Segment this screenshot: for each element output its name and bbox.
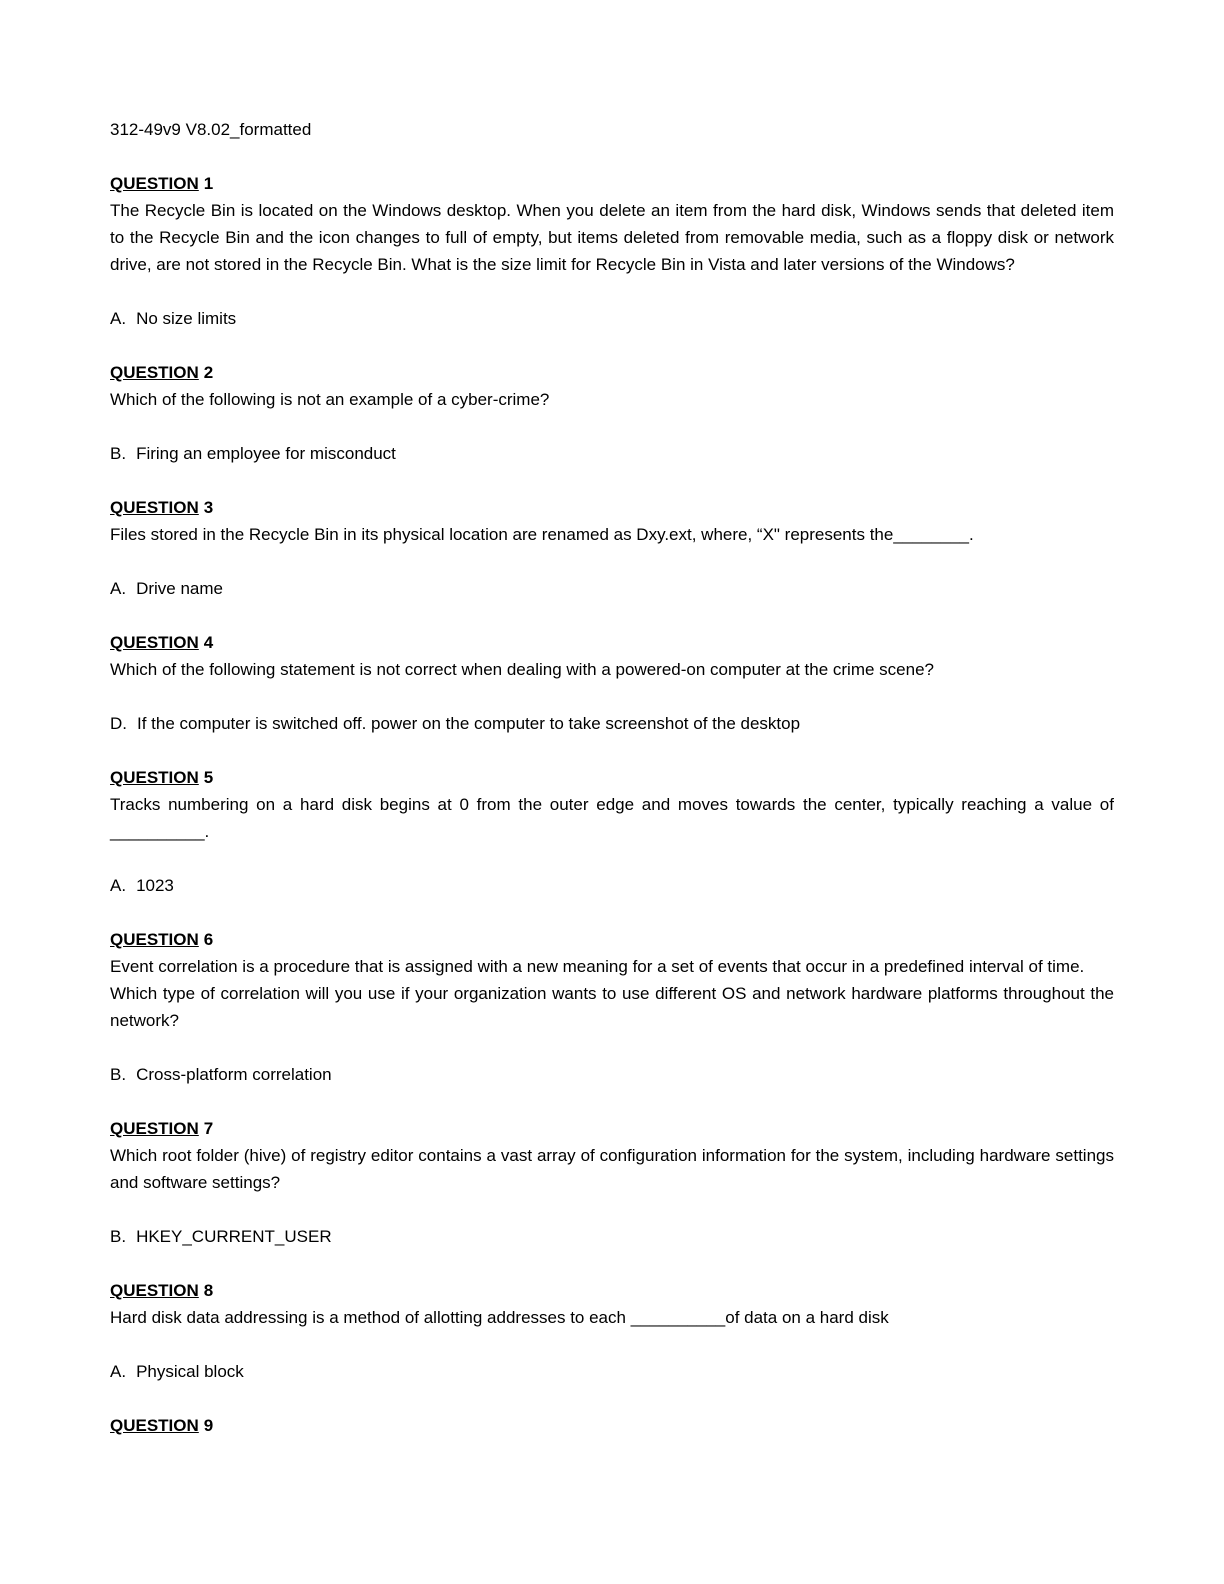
question-block: [110, 1115, 1114, 1250]
question-block: [110, 359, 1114, 467]
answer-line: [110, 872, 1114, 899]
answer-line: [110, 575, 1114, 602]
question-text: Files stored in the Recycle Bin in its physical location are renamed as Dxy.ext, where, “X" represents the________.: [110, 525, 974, 544]
question-block: [110, 1412, 1114, 1439]
question-number: 2: [203, 363, 214, 382]
answer-text: Firing an employee for misconduct: [136, 444, 396, 463]
question-heading: [110, 764, 1114, 791]
question-block: [110, 494, 1114, 602]
answer-line: [110, 1358, 1114, 1385]
answer-letter: A.: [110, 309, 127, 328]
answer-letter: B.: [110, 1227, 127, 1246]
question-heading: [110, 494, 1114, 521]
answer-letter: B.: [110, 1065, 127, 1084]
question-number: 1: [203, 174, 214, 193]
answer-text: 1023: [136, 876, 174, 895]
question-block: [110, 170, 1114, 332]
document-title: 312-49v9 V8.02_formatted: [110, 120, 312, 139]
answer-text: If the computer is switched off. power on the computer to take screenshot of the desktop: [137, 714, 801, 733]
question-number: 3: [203, 498, 214, 517]
answer-text: HKEY_CURRENT_USER: [136, 1227, 332, 1246]
question-label: QUESTION: [110, 930, 199, 949]
answer-line: [110, 1061, 1114, 1088]
answer-text: No size limits: [136, 309, 237, 328]
question-text: Which root folder (hive) of registry editor contains a vast array of configuration information for the system, including hardware settings and software settings?: [110, 1146, 1114, 1192]
answer-letter: A.: [110, 1362, 127, 1381]
question-label: QUESTION: [110, 633, 199, 652]
question-label: QUESTION: [110, 363, 199, 382]
question-heading: [110, 170, 1114, 197]
answer-text: Drive name: [136, 579, 223, 598]
answer-letter: A.: [110, 876, 127, 895]
question-label: QUESTION: [110, 768, 199, 787]
question-label: QUESTION: [110, 1416, 199, 1435]
answer-line: [110, 710, 1114, 737]
question-text: Hard disk data addressing is a method of allotting addresses to each __________of data on a hard disk: [110, 1308, 889, 1327]
answer-line: [110, 305, 1114, 332]
question-heading: [110, 1115, 1114, 1142]
question-heading: [110, 926, 1114, 953]
question-number: 8: [203, 1281, 214, 1300]
answer-text: Cross-platform correlation: [136, 1065, 332, 1084]
question-label: QUESTION: [110, 174, 199, 193]
answer-text: Physical block: [136, 1362, 244, 1381]
question-heading: [110, 359, 1114, 386]
question-number: 6: [203, 930, 214, 949]
question-number: 7: [203, 1119, 214, 1138]
question-text: Which type of correlation will you use if your organization wants to use different OS and network hardware platforms throughout the network?: [110, 984, 1114, 1030]
question-text: Tracks numbering on a hard disk begins at 0 from the outer edge and moves towards the center, typically reaching a value of __________.: [110, 795, 1114, 841]
answer-line: [110, 440, 1114, 467]
question-number: 4: [203, 633, 214, 652]
question-block: [110, 1277, 1114, 1385]
question-text: The Recycle Bin is located on the Windows desktop. When you delete an item from the hard disk, Windows sends that deleted item to the Recycle Bin and the icon changes to full of empty, but items deleted from removable media, such as a floppy disk or network drive, are not stored in the Recycle Bin. What is the size limit for Recycle Bin in Vista and later versions of the Windows?: [110, 201, 1114, 274]
question-block: [110, 764, 1114, 899]
question-heading: [110, 1277, 1114, 1304]
question-label: QUESTION: [110, 1119, 199, 1138]
question-label: QUESTION: [110, 1281, 199, 1300]
question-text: Event correlation is a procedure that is assigned with a new meaning for a set of events that occur in a predefined interval of time.: [110, 957, 1085, 976]
question-text: Which of the following statement is not correct when dealing with a powered-on computer at the crime scene?: [110, 660, 934, 679]
question-text: Which of the following is not an example of a cyber-crime?: [110, 390, 550, 409]
answer-letter: B.: [110, 444, 127, 463]
question-heading: [110, 1412, 1114, 1439]
answer-letter: D.: [110, 714, 127, 733]
question-heading: [110, 629, 1114, 656]
answer-line: [110, 1223, 1114, 1250]
answer-letter: A.: [110, 579, 127, 598]
question-label: QUESTION: [110, 498, 199, 517]
question-block: [110, 629, 1114, 737]
question-number: 5: [203, 768, 214, 787]
question-block: [110, 926, 1114, 1088]
question-number: 9: [203, 1416, 214, 1435]
questions-container: [110, 170, 1114, 1439]
